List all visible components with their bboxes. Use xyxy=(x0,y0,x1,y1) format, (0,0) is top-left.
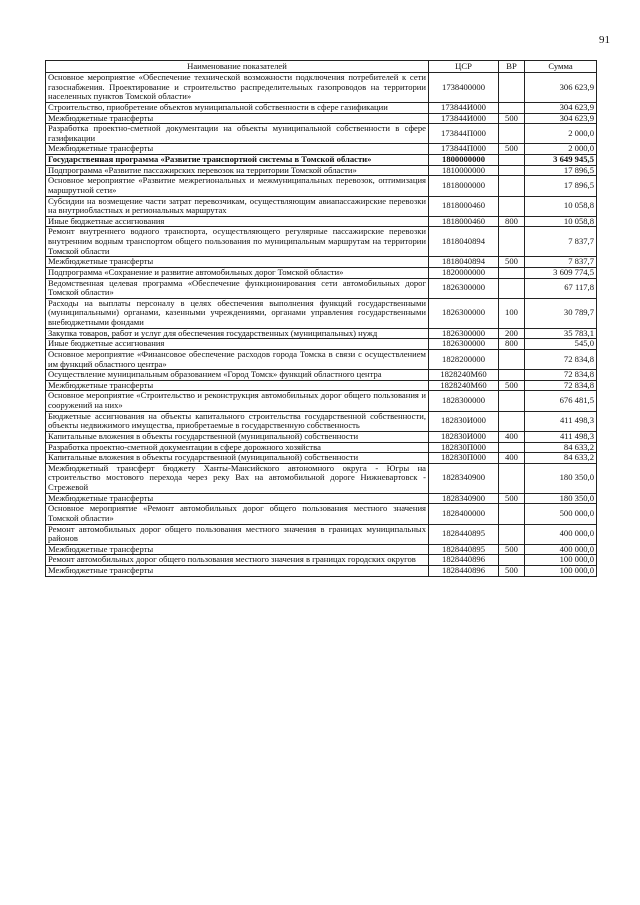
row-vr: 500 xyxy=(499,257,525,268)
table-row xyxy=(46,524,597,544)
row-name: Межбюджетный трансферт бюджету Ханты-Мансийского автономного округа - Югры на строительство мостового перехода через реку Вах на автомобильной дороге Нижневартовск - Стрежевой xyxy=(46,463,429,493)
row-csr: 182830И000 xyxy=(429,411,499,431)
row-name: Межбюджетные трансферты xyxy=(46,144,429,155)
row-csr: 1828240М60 xyxy=(429,380,499,391)
row-vr xyxy=(499,504,525,524)
row-sum: 84 633,2 xyxy=(525,442,597,453)
table-row xyxy=(46,349,597,369)
table-row xyxy=(46,453,597,464)
table-row xyxy=(46,431,597,442)
row-sum: 3 649 945,5 xyxy=(525,155,597,166)
row-vr: 500 xyxy=(499,144,525,155)
table-row xyxy=(46,278,597,298)
row-csr: 1800000000 xyxy=(429,155,499,166)
table-row xyxy=(46,544,597,555)
table-row xyxy=(46,144,597,155)
table-row xyxy=(46,380,597,391)
row-name: Иные бюджетные ассигнования xyxy=(46,339,429,350)
row-vr: 800 xyxy=(499,216,525,227)
table-row xyxy=(46,216,597,227)
row-vr xyxy=(499,165,525,176)
row-csr: 173844П000 xyxy=(429,124,499,144)
row-vr xyxy=(499,155,525,166)
row-sum: 411 498,3 xyxy=(525,431,597,442)
row-sum: 17 896,5 xyxy=(525,165,597,176)
table-row xyxy=(46,298,597,328)
row-csr: 173844И000 xyxy=(429,113,499,124)
row-vr: 500 xyxy=(499,113,525,124)
row-name: Основное мероприятие «Строительство и реконструкция автомобильных дорог общего пользования и сооружений на них» xyxy=(46,391,429,411)
row-csr: 1828200000 xyxy=(429,349,499,369)
row-name: Основное мероприятие «Ремонт автомобильных дорог общего пользования местного значения Томской области» xyxy=(46,504,429,524)
row-csr: 1818000460 xyxy=(429,196,499,216)
row-csr: 1828340900 xyxy=(429,463,499,493)
row-sum: 7 837,7 xyxy=(525,227,597,257)
row-name: Расходы на выплаты персоналу в целях обеспечения выполнения функций государственными (муниципальными) органами, казенными учреждениями, органами управления государственными внебюджетными фондами xyxy=(46,298,429,328)
table-row xyxy=(46,370,597,381)
table-row xyxy=(46,493,597,504)
row-sum: 180 350,0 xyxy=(525,493,597,504)
row-name: Межбюджетные трансферты xyxy=(46,113,429,124)
row-name: Субсидии на возмещение части затрат перевозчикам, осуществляющим авиапассажирские перевозки на внутриобластных и региональных маршрутах xyxy=(46,196,429,216)
row-name: Разработка проектно-сметной документации в сфере дорожного хозяйства xyxy=(46,442,429,453)
row-sum: 100 000,0 xyxy=(525,566,597,577)
table-row xyxy=(46,504,597,524)
row-name: Межбюджетные трансферты xyxy=(46,544,429,555)
row-sum: 72 834,8 xyxy=(525,380,597,391)
row-vr xyxy=(499,278,525,298)
row-csr: 1810000000 xyxy=(429,165,499,176)
row-vr: 100 xyxy=(499,298,525,328)
row-csr: 1828440896 xyxy=(429,566,499,577)
table-row xyxy=(46,339,597,350)
row-name: Осуществление муниципальным образованием «Город Томск» функций областного центра xyxy=(46,370,429,381)
row-vr xyxy=(499,391,525,411)
row-csr: 1818000460 xyxy=(429,216,499,227)
row-sum: 400 000,0 xyxy=(525,524,597,544)
row-vr xyxy=(499,196,525,216)
table-header xyxy=(46,61,597,73)
row-csr: 1828240М60 xyxy=(429,370,499,381)
row-name: Основное мероприятие «Развитие межрегиональных и межмуниципальных перевозок, оптимизация маршрутной сети» xyxy=(46,176,429,196)
row-vr xyxy=(499,555,525,566)
row-sum: 72 834,8 xyxy=(525,349,597,369)
row-sum: 84 633,2 xyxy=(525,453,597,464)
page-number: 91 xyxy=(599,34,610,46)
row-csr: 182830И000 xyxy=(429,431,499,442)
row-csr: 173844П000 xyxy=(429,144,499,155)
row-csr: 1820000000 xyxy=(429,267,499,278)
table-row xyxy=(46,442,597,453)
header-vr: ВР xyxy=(499,61,525,73)
row-csr: 1818040894 xyxy=(429,257,499,268)
row-sum: 7 837,7 xyxy=(525,257,597,268)
row-csr: 1738400000 xyxy=(429,73,499,103)
table-row xyxy=(46,102,597,113)
table-row xyxy=(46,257,597,268)
row-csr: 1828440896 xyxy=(429,555,499,566)
row-csr: 1826300000 xyxy=(429,339,499,350)
table-row xyxy=(46,155,597,166)
row-sum: 676 481,5 xyxy=(525,391,597,411)
row-csr: 1818040894 xyxy=(429,227,499,257)
row-sum: 17 896,5 xyxy=(525,176,597,196)
table-row xyxy=(46,73,597,103)
header-csr: ЦСР xyxy=(429,61,499,73)
row-vr: 500 xyxy=(499,493,525,504)
row-vr xyxy=(499,524,525,544)
table-body xyxy=(46,73,597,577)
row-sum: 545,0 xyxy=(525,339,597,350)
row-vr xyxy=(499,370,525,381)
row-csr: 173844И000 xyxy=(429,102,499,113)
row-sum: 2 000,0 xyxy=(525,124,597,144)
row-name: Государственная программа «Развитие транспортной системы в Томской области» xyxy=(46,155,429,166)
row-csr: 1818000000 xyxy=(429,176,499,196)
row-vr: 500 xyxy=(499,566,525,577)
row-name: Межбюджетные трансферты xyxy=(46,566,429,577)
row-name: Основное мероприятие «Обеспечение технической возможности подключения потребителей к сети газоснабжения. Проектирование и строительство распределительных газопроводов на территории населенных пунктов Томской области» xyxy=(46,73,429,103)
row-sum: 3 609 774,5 xyxy=(525,267,597,278)
row-vr: 500 xyxy=(499,544,525,555)
row-vr: 500 xyxy=(499,380,525,391)
row-csr: 1826300000 xyxy=(429,328,499,339)
row-vr xyxy=(499,463,525,493)
row-sum: 2 000,0 xyxy=(525,144,597,155)
row-vr xyxy=(499,267,525,278)
table-row xyxy=(46,165,597,176)
row-vr xyxy=(499,411,525,431)
row-vr: 400 xyxy=(499,431,525,442)
table-row xyxy=(46,176,597,196)
row-csr: 1826300000 xyxy=(429,278,499,298)
table-row xyxy=(46,328,597,339)
row-name: Ведомственная целевая программа «Обеспечение функционирования сети автомобильных дорог Томской области» xyxy=(46,278,429,298)
row-csr: 1828440895 xyxy=(429,524,499,544)
row-csr: 1826300000 xyxy=(429,298,499,328)
table-row xyxy=(46,391,597,411)
row-name: Межбюджетные трансферты xyxy=(46,257,429,268)
row-sum: 100 000,0 xyxy=(525,555,597,566)
row-name: Подпрограмма «Сохранение и развитие автомобильных дорог Томской области» xyxy=(46,267,429,278)
row-sum: 411 498,3 xyxy=(525,411,597,431)
budget-table xyxy=(45,60,597,577)
row-sum: 10 058,8 xyxy=(525,196,597,216)
row-sum: 500 000,0 xyxy=(525,504,597,524)
row-sum: 35 783,1 xyxy=(525,328,597,339)
row-name: Ремонт внутреннего водного транспорта, осуществляющего регулярные пассажирские перевозки внутренним водным транспортом общего пользования по муниципальным маршрутам на территории Томской области xyxy=(46,227,429,257)
row-name: Межбюджетные трансферты xyxy=(46,493,429,504)
row-csr: 182830П000 xyxy=(429,453,499,464)
header-sum: Сумма xyxy=(525,61,597,73)
table-row xyxy=(46,227,597,257)
row-vr xyxy=(499,176,525,196)
row-vr: 200 xyxy=(499,328,525,339)
row-name: Закупка товаров, работ и услуг для обеспечения государственных (муниципальных) нужд xyxy=(46,328,429,339)
row-csr: 1828400000 xyxy=(429,504,499,524)
row-sum: 10 058,8 xyxy=(525,216,597,227)
row-sum: 306 623,9 xyxy=(525,73,597,103)
row-vr xyxy=(499,227,525,257)
header-name: Наименование показателей xyxy=(46,61,429,73)
row-csr: 1828440895 xyxy=(429,544,499,555)
row-csr: 1828340900 xyxy=(429,493,499,504)
row-name: Бюджетные ассигнования на объекты капитального строительства государственной собственности, объекты недвижимого имущества, приобретаемые в государственную собственность xyxy=(46,411,429,431)
row-sum: 304 623,9 xyxy=(525,113,597,124)
table-row xyxy=(46,411,597,431)
table-row xyxy=(46,196,597,216)
table-row xyxy=(46,555,597,566)
row-vr xyxy=(499,73,525,103)
row-sum: 67 117,8 xyxy=(525,278,597,298)
row-vr xyxy=(499,442,525,453)
row-vr xyxy=(499,349,525,369)
table-row xyxy=(46,267,597,278)
table-row xyxy=(46,113,597,124)
row-sum: 72 834,8 xyxy=(525,370,597,381)
table-row xyxy=(46,124,597,144)
header-row xyxy=(46,61,597,73)
row-name: Ремонт автомобильных дорог общего пользования местного значения в границах муниципальных районов xyxy=(46,524,429,544)
row-name: Капитальные вложения в объекты государственной (муниципальной) собственности xyxy=(46,453,429,464)
row-sum: 180 350,0 xyxy=(525,463,597,493)
table-row xyxy=(46,463,597,493)
row-sum: 304 623,9 xyxy=(525,102,597,113)
row-name: Разработка проектно-сметной документации на объекты муниципальной собственности в сфере газификации xyxy=(46,124,429,144)
row-sum: 30 789,7 xyxy=(525,298,597,328)
row-csr: 182830П000 xyxy=(429,442,499,453)
table-row xyxy=(46,566,597,577)
row-vr: 400 xyxy=(499,453,525,464)
row-vr xyxy=(499,102,525,113)
row-vr xyxy=(499,124,525,144)
row-sum: 400 000,0 xyxy=(525,544,597,555)
row-name: Межбюджетные трансферты xyxy=(46,380,429,391)
row-csr: 1828300000 xyxy=(429,391,499,411)
row-vr: 800 xyxy=(499,339,525,350)
row-name: Иные бюджетные ассигнования xyxy=(46,216,429,227)
row-name: Капитальные вложения в объекты государственной (муниципальной) собственности xyxy=(46,431,429,442)
row-name: Подпрограмма «Развитие пассажирских перевозок на территории Томской области» xyxy=(46,165,429,176)
row-name: Основное мероприятие «Финансовое обеспечение расходов города Томска в связи с осуществлением им функций областного центра» xyxy=(46,349,429,369)
row-name: Строительство, приобретение объектов муниципальной собственности в сфере газификации xyxy=(46,102,429,113)
row-name: Ремонт автомобильных дорог общего пользования местного значения в границах городских округов xyxy=(46,555,429,566)
